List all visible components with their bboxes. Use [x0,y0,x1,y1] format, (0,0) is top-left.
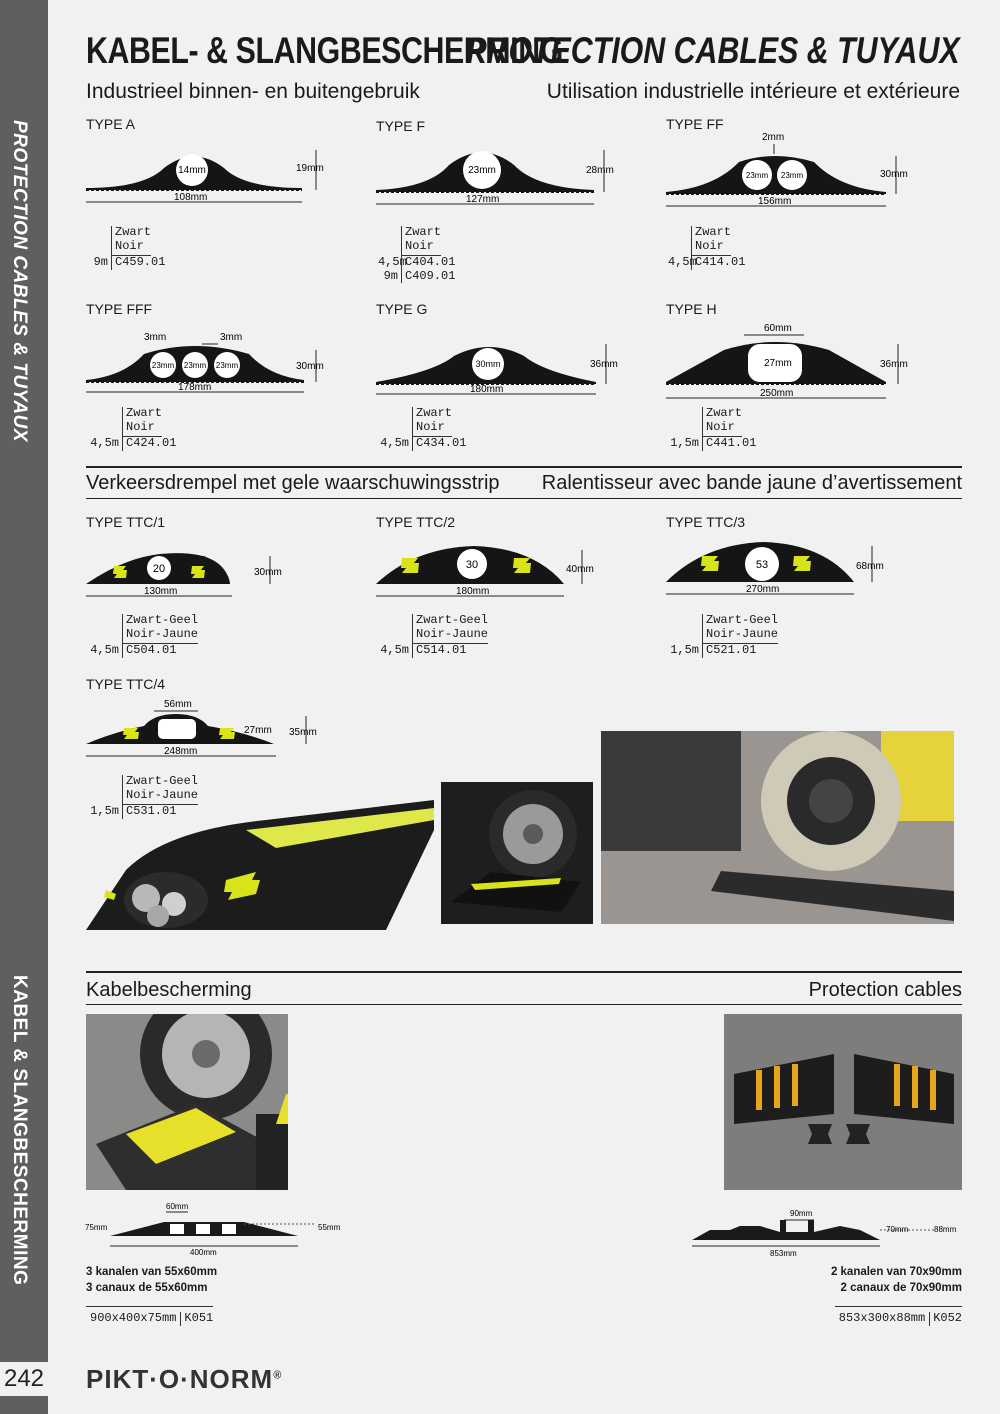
type-fff-dim-height: 30mm [296,361,324,372]
ttc2-profile [374,538,614,604]
page-number: 242 [0,1362,48,1396]
ttc2-dim-height: 40mm [566,564,594,575]
type-g-dim-height: 36mm [590,359,618,370]
ttc2-dim-width: 180mm [456,586,490,597]
k051-dim-channel: 60mm [166,1202,189,1211]
type-h-profile [664,320,924,404]
type-ff-profile [664,128,924,216]
page-title-nl: KABEL- & SLANGBESCHERMING [86,30,563,71]
type-h-dim-width: 250mm [760,388,794,399]
type-g-dim-diameter: 30mm [475,359,501,369]
type-a-table: Zwart Noir 9m C459.01 [93,225,166,269]
ttc3-dim-height: 68mm [856,561,884,572]
ttc4-label: TYPE TTC/4 [86,676,166,692]
type-g-dim-width: 180mm [470,384,504,395]
k052-table: 853x300x88mm K052 [835,1306,962,1326]
type-g-label: TYPE G [376,301,428,317]
ttc2-label: TYPE TTC/2 [376,514,456,530]
ttc1-profile [84,538,304,604]
k052-dim-width: 853mm [770,1249,797,1258]
ttc3-label: TYPE TTC/3 [666,514,746,530]
k051-table: 900x400x75mm K051 [86,1306,213,1326]
ttc1-dim-width: 130mm [144,586,178,597]
hose-ramp-photo [724,1014,962,1190]
section-cable-nl: Kabelbescherming [86,979,252,1001]
type-h-table: Zwart Noir 1,5m C441.01 [670,406,757,450]
type-fff-profile [84,328,344,400]
type-fff-dim-width: 178mm [178,382,212,393]
type-a-label: TYPE A [86,116,136,132]
type-fff-dim-d2: 23mm [183,361,207,370]
type-h-dim-height: 36mm [880,359,908,370]
k051-profile [84,1198,354,1260]
type-ff-dim-gap: 2mm [762,132,785,143]
type-f-dim-diameter: 23mm [468,165,496,176]
type-ff-dim-width: 156mm [758,196,792,207]
k051-note: 3 kanalen van 55x60mm 3 canaux de 55x60mm [86,1266,218,1294]
k052-dim-inner: 70mm [886,1225,909,1234]
type-f-dim-width: 127mm [466,194,500,205]
type-fff-label: TYPE FFF [86,301,153,317]
ttc1-dim-diameter: 20 [152,563,166,575]
k051-dim-inner: 55mm [318,1223,341,1232]
ttc2-table: Zwart-Geel Noir-Jaune 4,5m C514.01 [380,613,489,657]
type-a-dim-diameter: 14mm [178,165,206,176]
car-cable-protector-photo [86,1014,288,1190]
type-h-dim-channel-width: 60mm [764,323,792,334]
type-fff-dim-gap2: 3mm [220,332,243,343]
type-f-profile [374,140,634,215]
section-rule-top [86,466,962,468]
subtitle-nl: Industrieel binnen- en buitengebruik [86,80,420,103]
section-speed-fr: Ralentisseur avec bande jaune d’avertissement [541,472,962,494]
k052-dim-channel: 90mm [790,1209,813,1218]
forklift-photo [601,731,954,924]
type-f-label: TYPE F [376,118,426,134]
type-ff-table: Zwart Noir 4,5m C414.01 [668,225,746,269]
type-h-label: TYPE H [666,301,717,317]
type-g-profile [374,328,634,400]
type-ff-dim-height: 30mm [880,169,908,180]
subtitle-fr: Utilisation industrielle intérieure et extérieure [546,80,960,103]
section-speed-nl: Verkeersdrempel met gele waarschuwingsstrip [86,472,500,494]
sidebar-bottom-text: KABEL & SLANGBESCHERMING [9,975,30,1286]
ttc1-label: TYPE TTC/1 [86,514,166,530]
ttc4-profile [84,696,324,762]
type-f-dim-height: 28mm [586,165,614,176]
type-a-dim-height: 19mm [296,163,324,174]
type-ff-dim-d1: 23mm [745,171,769,180]
type-a-profile [84,140,344,215]
sidebar-top-text: PROTECTION CABLES & TUYAUX [9,120,30,442]
ttc3-table: Zwart-Geel Noir-Jaune 1,5m C521.01 [670,613,779,657]
brand-logo: PIKT·O·NORM® [86,1364,283,1394]
k052-dim-height: 88mm [934,1225,957,1234]
section-rule-bottom [86,498,962,499]
ttc3-dim-diameter: 53 [755,559,769,571]
type-f-table: Zwart Noir 4,5m C404.01 9m C409.01 [378,225,456,283]
section2-rule-bottom [86,1004,962,1005]
type-ff-label: TYPE FF [666,116,724,132]
ttc4-dim-channel-width: 56mm [164,699,192,710]
k051-dim-width: 400mm [190,1248,217,1257]
type-fff-dim-d3: 23mm [215,361,239,370]
type-fff-dim-gap1: 3mm [144,332,167,343]
type-h-dim-channel-height: 27mm [764,358,792,369]
k051-dim-height: 75mm [85,1223,108,1232]
type-fff-dim-d1: 23mm [151,361,175,370]
speed-bump-photo [86,800,434,930]
type-fff-table: Zwart Noir 4,5m C424.01 [90,406,177,450]
ttc2-dim-diameter: 30 [465,559,479,571]
type-ff-dim-d2: 23mm [780,171,804,180]
section-cable-fr: Protection cables [808,979,962,1001]
section2-rule-top [86,971,962,973]
wheel-speed-bump-photo [441,782,593,924]
k052-note: 2 kanalen van 70x90mm 2 canaux de 70x90mm [830,1266,962,1294]
k052-profile [690,1204,962,1262]
ttc1-table: Zwart-Geel Noir-Jaune 4,5m C504.01 [90,613,199,657]
ttc1-dim-height: 30mm [254,567,282,578]
ttc3-profile [664,538,904,604]
page-title-fr: PROTECTION CABLES & TUYAUX [466,30,960,71]
ttc4-dim-width: 248mm [164,746,198,757]
type-a-dim-width: 108mm [174,192,208,203]
ttc4-dim-height: 35mm [289,727,317,738]
ttc3-dim-width: 270mm [746,584,780,595]
ttc4-table: Zwart-Geel Noir-Jaune 1,5m C531.01 [90,774,199,818]
ttc4-dim-channel-height: 27mm [244,725,272,736]
type-g-table: Zwart Noir 4,5m C434.01 [380,406,467,450]
